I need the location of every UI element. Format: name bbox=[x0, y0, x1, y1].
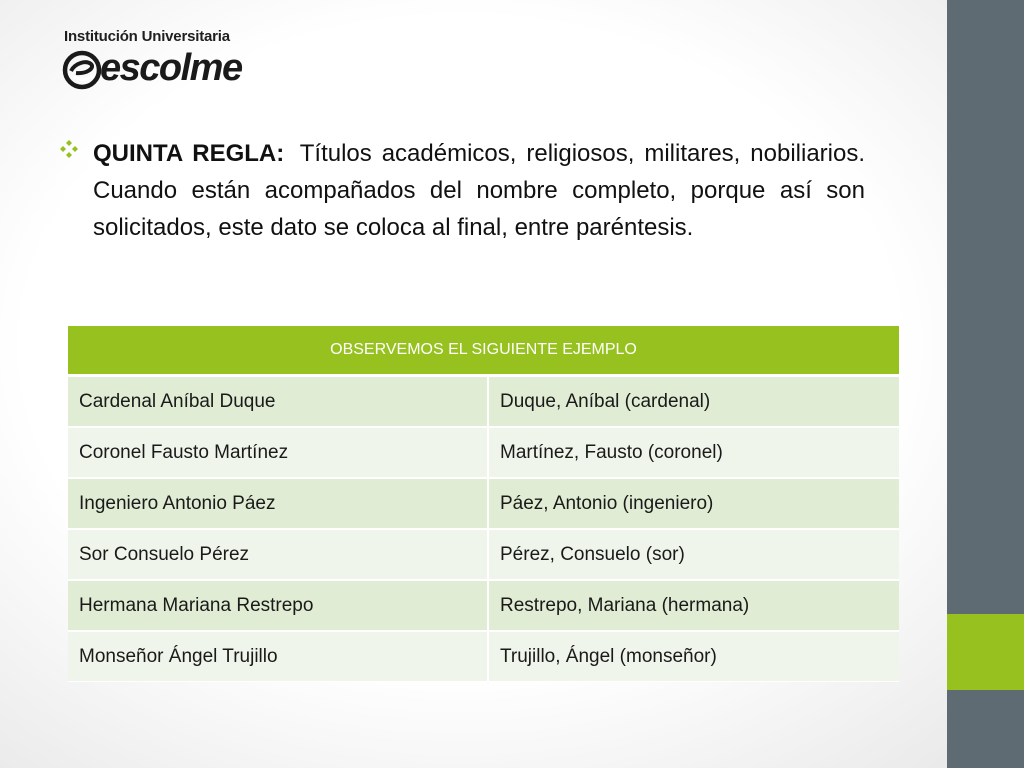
rule-paragraph bbox=[93, 135, 865, 246]
table-cell-formatted: Páez, Antonio (ingeniero) bbox=[488, 478, 899, 529]
table-row bbox=[68, 478, 899, 529]
diamond-bullet-icon bbox=[60, 140, 78, 158]
institution-logo bbox=[62, 28, 262, 98]
table-cell-original: Hermana Mariana Restrepo bbox=[68, 580, 488, 631]
table-row bbox=[68, 376, 899, 428]
table-cell-formatted: Martínez, Fausto (coronel) bbox=[488, 427, 899, 478]
table-cell-formatted: Trujillo, Ángel (monseñor) bbox=[488, 631, 899, 682]
escolme-e-icon bbox=[62, 50, 102, 90]
table-row bbox=[68, 580, 899, 631]
logo-institution-label: Institución Universitaria bbox=[64, 28, 230, 45]
table-row bbox=[68, 631, 899, 682]
table-cell-original: Cardenal Aníbal Duque bbox=[68, 376, 488, 428]
table-cell-original: Coronel Fausto Martínez bbox=[68, 427, 488, 478]
example-table bbox=[68, 326, 899, 682]
table-cell-formatted: Pérez, Consuelo (sor) bbox=[488, 529, 899, 580]
table-cell-formatted: Duque, Aníbal (cardenal) bbox=[488, 376, 899, 428]
rule-label: QUINTA REGLA: bbox=[93, 140, 285, 167]
table-cell-original: Sor Consuelo Pérez bbox=[68, 529, 488, 580]
sidebar-accent-block bbox=[947, 614, 1024, 690]
table-row bbox=[68, 427, 899, 478]
table-header-row bbox=[68, 326, 899, 376]
table-cell-original: Monseñor Ángel Trujillo bbox=[68, 631, 488, 682]
table-cell-formatted: Restrepo, Mariana (hermana) bbox=[488, 580, 899, 631]
table-row bbox=[68, 529, 899, 580]
table-header: OBSERVEMOS EL SIGUIENTE EJEMPLO bbox=[68, 326, 899, 376]
logo-wordmark: escolme bbox=[100, 47, 242, 89]
rule-text: Títulos académicos, religiosos, militares, nobiliarios. Cuando están acompañados del nombre completo, porque así son solicitados, este dato se coloca al final, entre paréntesis. bbox=[93, 140, 866, 241]
table-cell-original: Ingeniero Antonio Páez bbox=[68, 478, 488, 529]
